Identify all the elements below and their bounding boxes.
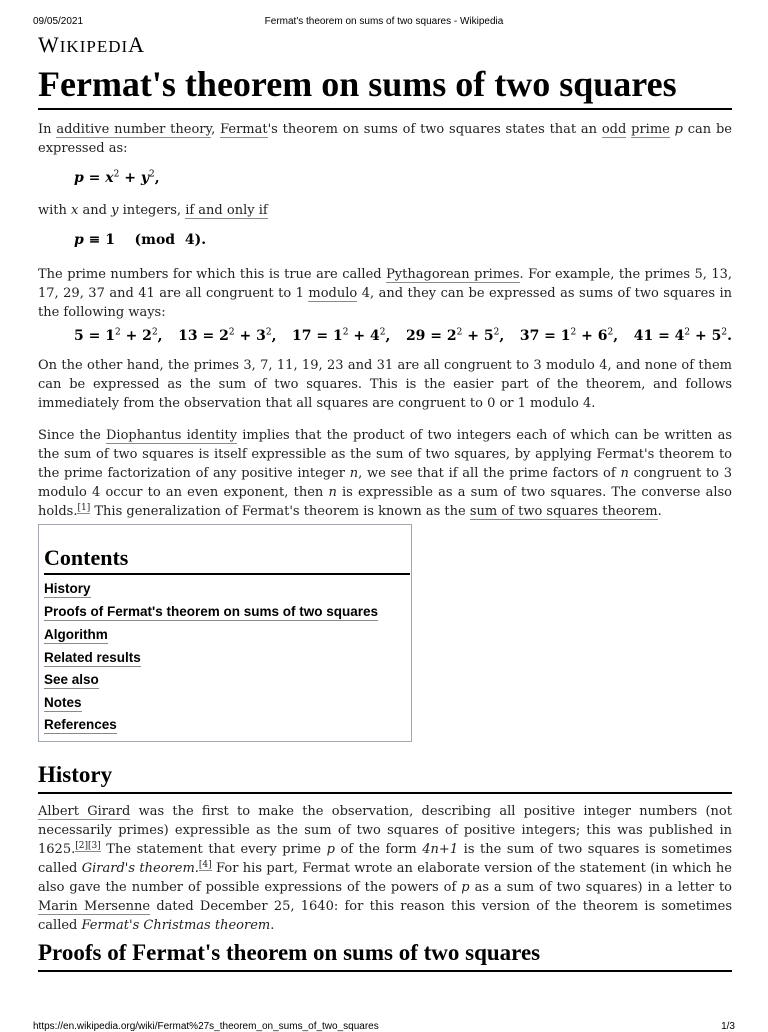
math-part: + 3 bbox=[234, 328, 266, 344]
text: In bbox=[38, 122, 57, 137]
link-diophantus-identity[interactable]: Diophantus identity bbox=[105, 428, 238, 443]
history-paragraph bbox=[38, 802, 732, 935]
var-p: p bbox=[461, 880, 470, 895]
toc-item-notes[interactable]: Notes bbox=[44, 695, 82, 710]
link-prime[interactable]: prime bbox=[631, 122, 670, 137]
math-exp: 2 bbox=[228, 327, 235, 338]
math-rest: ≡ 1 (mod 4). bbox=[83, 232, 207, 248]
link-odd[interactable]: odd bbox=[601, 122, 627, 137]
math-exp: 2 bbox=[721, 327, 728, 338]
math-exp: 2 bbox=[607, 327, 614, 338]
girards-theorem: Girard's theorem bbox=[81, 861, 195, 876]
page-title: Fermat's theorem on sums of two squares bbox=[38, 62, 732, 110]
var-p: p bbox=[674, 122, 683, 137]
math-op: = bbox=[83, 170, 106, 186]
toc-item-see-also[interactable]: See also bbox=[44, 672, 99, 687]
math-part: + 5 bbox=[462, 328, 494, 344]
math-x: x bbox=[105, 170, 114, 186]
citation-link[interactable]: [1] bbox=[77, 502, 91, 513]
print-page-title: Fermat's theorem on sums of two squares - Wikipedia bbox=[264, 16, 504, 27]
link-albert-girard[interactable]: Albert Girard bbox=[38, 804, 131, 819]
logo-w: W bbox=[38, 32, 60, 57]
text: This generalization of Fermat's theorem is known as the bbox=[90, 504, 470, 519]
math-part: + 5 bbox=[690, 328, 722, 344]
var-n: n bbox=[349, 466, 359, 481]
text: For his part, Fermat wrote an elaborate version of the statement (in which he also gave the number of possible expressions of the powers of bbox=[38, 861, 732, 895]
math-part: 29 = 2 bbox=[405, 328, 457, 344]
text: can be expressed as: bbox=[38, 122, 732, 156]
diophantus-paragraph bbox=[38, 426, 732, 521]
text: is the sum of two squares is sometimes called bbox=[38, 842, 733, 876]
toc-item-history[interactable]: History bbox=[44, 581, 91, 596]
math-y: y bbox=[140, 170, 149, 186]
math-p: p bbox=[74, 232, 84, 248]
math-sep: , bbox=[499, 328, 505, 344]
math-sep: , bbox=[271, 328, 277, 344]
math-exp: 2 bbox=[684, 327, 691, 338]
example-5 bbox=[74, 328, 163, 344]
text: . For example, the primes 5, 13, 17, 29, 37 and 41 are all congruent to 1 bbox=[38, 267, 733, 301]
math-part: + 6 bbox=[576, 328, 608, 344]
pythagorean-primes-paragraph bbox=[38, 265, 732, 322]
text: dated December 25, 1640: for this reason this version of the theorem is sometimes called bbox=[38, 899, 732, 933]
math-exp: 2 bbox=[265, 327, 272, 338]
print-page-number: 1/3 bbox=[721, 1021, 735, 1032]
ref-4 bbox=[199, 860, 212, 871]
toc-item-related-results[interactable]: Related results bbox=[44, 650, 141, 665]
math-exp: 2 bbox=[151, 327, 158, 338]
toc-item-algorithm[interactable]: Algorithm bbox=[44, 627, 108, 642]
var-p: p bbox=[326, 842, 335, 857]
math-p: p bbox=[74, 170, 84, 186]
math-part: 5 = 1 bbox=[74, 328, 115, 344]
formula-sum-of-squares bbox=[74, 170, 160, 186]
logo-a: A bbox=[128, 32, 146, 57]
text: The statement that every prime bbox=[100, 842, 327, 857]
example-13 bbox=[178, 328, 276, 344]
text: was the first to make the observation, describing all positive integer numbers (not necessarily primes) expressible as the sum of two squares of positive integers; this was published in 1625. bbox=[38, 804, 732, 857]
text: integers, bbox=[118, 203, 186, 218]
citation-link[interactable]: [4] bbox=[198, 859, 212, 870]
link-fermat[interactable]: Fermat bbox=[220, 122, 268, 137]
example-37 bbox=[520, 328, 618, 344]
with-integers-line bbox=[38, 201, 732, 220]
wikipedia-logo[interactable] bbox=[38, 32, 145, 58]
math-part: + 4 bbox=[348, 328, 380, 344]
text: , bbox=[211, 122, 221, 137]
math-op: , bbox=[154, 170, 160, 186]
text: , we see that if all the prime factors of bbox=[358, 466, 621, 481]
text: implies that the product of two integers each of which can be written as the sum of two squares is itself expressible as the sum of two squares, by applying Fermat's theorem to the prime factorization of any positive integer bbox=[38, 428, 732, 481]
text: and bbox=[78, 203, 112, 218]
formula-congruence bbox=[74, 232, 206, 248]
table-of-contents bbox=[38, 524, 412, 742]
link-sum-of-two-squares-theorem[interactable]: sum of two squares theorem bbox=[469, 504, 658, 519]
other-hand-paragraph: On the other hand, the primes 3, 7, 11, 19, 23 and 31 are all congruent to 3 modulo 4, and none of them can be expressed as the sum of two squares. This is the easier part of the theorem, and follows immediately from the observation that all squares are congruent to 0 or 1 modulo 4. bbox=[38, 358, 732, 411]
math-sep: , bbox=[613, 328, 619, 344]
math-exp: 2 bbox=[493, 327, 500, 338]
math-part: 13 = 2 bbox=[178, 328, 229, 344]
var-y: y bbox=[111, 203, 119, 218]
history-heading: History bbox=[38, 760, 732, 794]
text: . bbox=[194, 861, 199, 876]
toc-title: Contents bbox=[44, 545, 410, 575]
math-sep: , bbox=[385, 328, 391, 344]
example-41 bbox=[634, 328, 732, 344]
var-x: x bbox=[71, 203, 79, 218]
text: with bbox=[38, 203, 72, 218]
math-exp: 2 bbox=[456, 327, 463, 338]
fermats-christmas-theorem: Fermat's Christmas theorem bbox=[81, 918, 271, 933]
intro-paragraph bbox=[38, 120, 732, 158]
math-exp: 2 bbox=[379, 327, 386, 338]
math-exp: 2 bbox=[570, 327, 577, 338]
ref-2 bbox=[75, 841, 88, 852]
ref-3 bbox=[88, 841, 101, 852]
logo-ikipedi: IKIPEDI bbox=[59, 37, 129, 56]
var-n: n bbox=[328, 485, 337, 500]
math-part: 17 = 1 bbox=[292, 328, 343, 344]
example-29 bbox=[406, 328, 504, 344]
text: . bbox=[270, 918, 275, 933]
print-date: 09/05/2021 bbox=[33, 16, 84, 27]
math-exp: 2 bbox=[113, 169, 120, 180]
link-if-and-only-if[interactable]: if and only if bbox=[185, 203, 268, 218]
text: The prime numbers for which this is true are called bbox=[38, 267, 387, 282]
example-17 bbox=[292, 328, 390, 344]
math-sep: , bbox=[157, 328, 163, 344]
form-4n-plus-1: 4n+1 bbox=[422, 842, 459, 857]
citation-link[interactable]: [3] bbox=[87, 840, 101, 851]
link-modulo[interactable]: modulo bbox=[308, 286, 358, 301]
text: 4, and they can be expressed as sums of two squares in the following ways: bbox=[38, 286, 732, 320]
var-n: n bbox=[620, 466, 629, 481]
link-pythagorean-primes[interactable]: Pythagorean primes bbox=[386, 267, 520, 282]
ref-1 bbox=[77, 503, 90, 514]
toc-item-references[interactable]: References bbox=[44, 717, 117, 732]
formula-examples bbox=[74, 328, 732, 344]
text: Since the bbox=[38, 428, 106, 443]
toc-item-proofs[interactable]: Proofs of Fermat's theorem on sums of two squares bbox=[44, 604, 379, 619]
math-part: + 2 bbox=[120, 328, 152, 344]
text: congruent to 3 modulo 4 occur to an even exponent, then bbox=[38, 466, 732, 500]
math-end: . bbox=[727, 328, 732, 344]
link-marin-mersenne[interactable]: Marin Mersenne bbox=[38, 899, 151, 914]
text: . bbox=[657, 504, 662, 519]
math-op: + bbox=[119, 170, 141, 186]
citation-link[interactable]: [2] bbox=[75, 840, 88, 851]
math-part: 41 = 4 bbox=[633, 328, 685, 344]
math-exp: 2 bbox=[149, 169, 155, 180]
text: is expressible as a sum of two squares. The converse also holds. bbox=[38, 485, 733, 519]
proofs-heading: Proofs of Fermat's theorem on sums of two squares bbox=[38, 938, 732, 972]
math-part: 37 = 1 bbox=[519, 328, 571, 344]
text: of the form bbox=[334, 842, 423, 857]
print-url: https://en.wikipedia.org/wiki/Fermat%27s_theorem_on_sums_of_two_squares bbox=[33, 1021, 379, 1032]
text: 's theorem on sums of two squares states that an bbox=[267, 122, 602, 137]
link-additive-number-theory[interactable]: additive number theory bbox=[56, 122, 212, 137]
math-exp: 2 bbox=[342, 327, 349, 338]
text: as a sum of two squares) in a letter to bbox=[469, 880, 732, 895]
math-exp: 2 bbox=[114, 327, 121, 338]
